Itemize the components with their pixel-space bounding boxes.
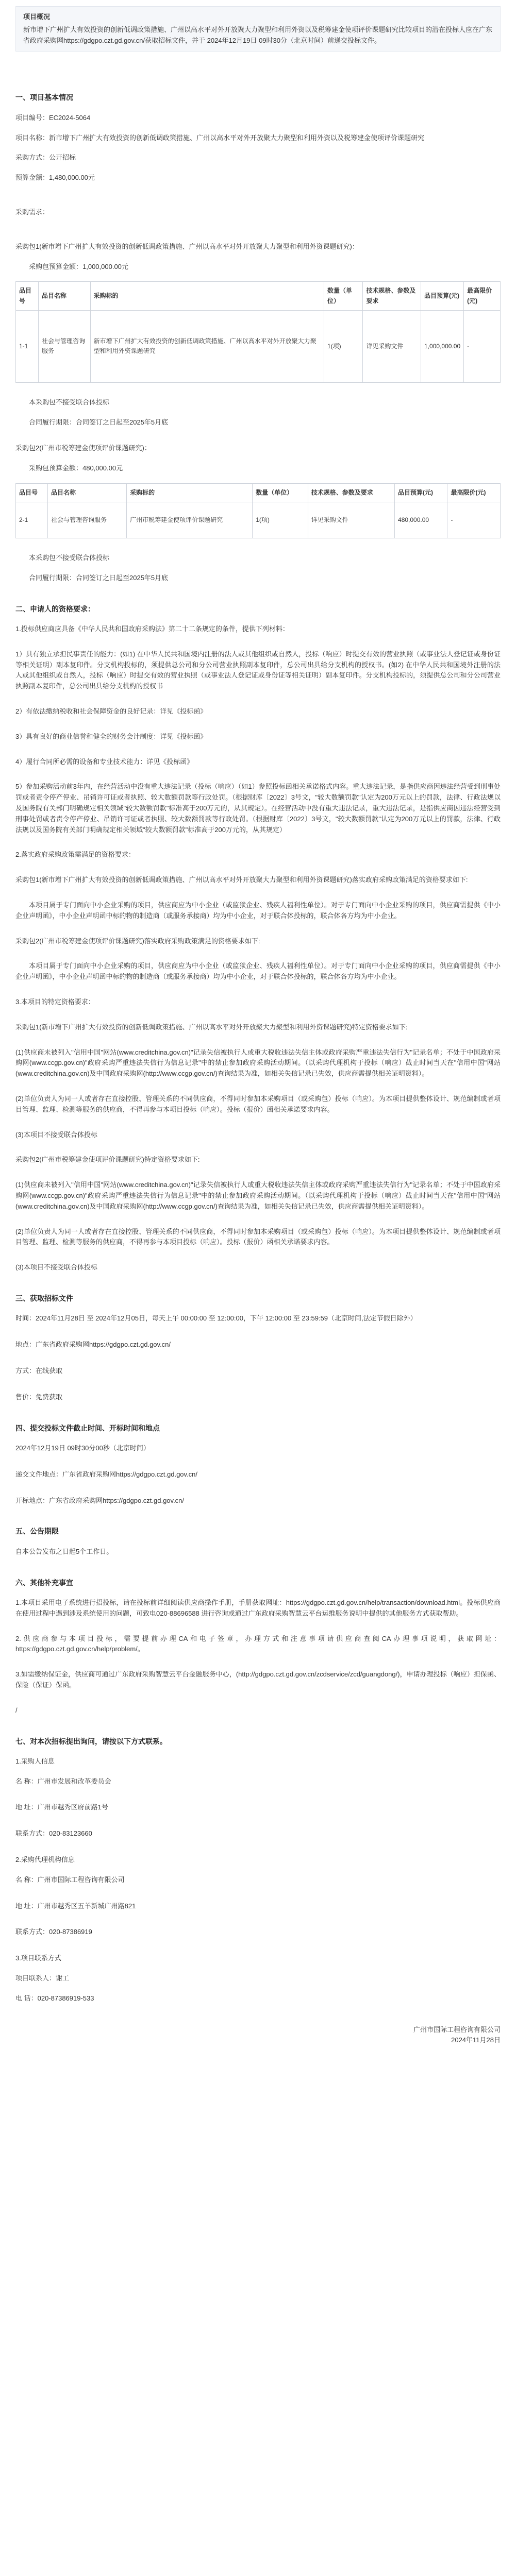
document-time: 时间：2024年11月28日 至 2024年12月05日，每天上午 00:00:00 至 12:00:00，下午 12:00:00 至 23:59:59（北京时间,法定节假日除外） (15, 1314, 417, 1323)
supplement-paragraph: 1.本项目采用电子系统进行招投标，请在投标前详细阅读供应商操作手册，手册获取网址：https://gdgpo.czt.gd.gov.cn/help/transaction/download.html。投标供应商在使用过程中遇到涉及系统使用的问题，可致电020-88696588 进行咨询或通过广东政府采购智慧云平台运维服务说明中提供的其他服务方式获取帮助。 (15, 1598, 501, 1617)
table-header: 品目预算(元) (421, 282, 464, 310)
table-cell: 480,000.00 (395, 502, 447, 538)
table-header: 数量（单位） (253, 483, 308, 502)
section-5-heading: 五、公告期限 (15, 1527, 59, 1536)
table-header-row (16, 282, 501, 310)
table-cell: 社会与管理咨询服务 (48, 502, 127, 538)
summary-title: 项目概况 (23, 13, 51, 21)
qualification-paragraph: 1）具有独立承担民事责任的能力：(如1) 在中华人民共和国境内注册的法人或其他组织或自然人，投标（响应）时提交有效的营业执照（或事业法人登记证或身份证等相关证明）副本复印件。分支机构投标的，须提供总公司和分公司营业执照副本复印件，总公司出具给分支机构的授权书。(如2) 在中华人民共和国境外注册的法人或其他组织或自然人，投标（响应）时提交有效的营业执照（或事业法人登记证或身份证等相关证明）副本复印件。分支机构投标的，须提供总公司和分公司营业执照副本复印件，总公司出具给分支机构的授权书 (15, 650, 501, 690)
table-cell: 1(项) (324, 310, 362, 382)
qualification-paragraph: 4）履行合同所必需的设备和专业技术能力：详见《投标函》 (15, 757, 194, 766)
agent-address: 地 址：广州市越秀区五羊新城广州路821 (15, 1902, 136, 1910)
buyer-title: 1.采购人信息 (15, 1757, 55, 1765)
qualification-paragraph: 本项目属于专门面向中小企业采购的项目，供应商应为中小企业（或监狱企业、残疾人福利性单位）。对于专门面向中小企业采购的项目，供应商需提供《中小企业声明函》，中小企业声明函中标的物的制造商（或服务承接商）均为中小企业，对于联合体投标的，联合体各方均为中小企业。 (15, 901, 501, 920)
table-header: 最高限价(元) (447, 483, 501, 502)
budget-amount: 预算金额：1,480,000.00元 (15, 174, 95, 182)
qualification-paragraph: (1)供应商未被列入"信用中国"网站(www.creditchina.gov.cn)"记录失信被执行人或重大税收违法失信主体或政府采购严重违法失信行为"记录名单；不处于中国政府采购网(www.ccgp.gov.cn)"政府采购严重违法失信行为信息记录"中的禁止参加政府采购活动期间。（以采购代理机构于投标（响应）截止时间当天在"信用中国"网站(www.creditchina.gov.cn)及中国政府采购网(http://www.ccgp.gov.cn/)查询结果为准，如相关失信记录已失效，供应商需提供相关证明资料）。 (15, 1048, 501, 1078)
qualification-paragraph: 3.本项目的特定资格要求： (15, 998, 95, 1006)
table-cell: 社会与管理咨询服务 (38, 310, 90, 382)
qualification-paragraph: 本项目属于专门面向中小企业采购的项目，供应商应为中小企业（或监狱企业、残疾人福利性单位）。对于专门面向中小企业采购的项目，供应商需提供《中小企业声明函》，中小企业声明函中标的物的制造商（或服务承接商）均为中小企业，对于联合体投标的，联合体各方均为中小企业。 (15, 962, 501, 981)
agent-name: 名 称：广州市国际工程咨询有限公司 (15, 1875, 125, 1884)
qualification-paragraph: (2)单位负责人为同一人或者存在直接控股、管理关系的不同供应商，不得同时参加本采购项目（或采购包）投标（响应）。为本项目提供整体设计、规范编制或者项目管理、监理、检测等服务的供应商，不得再参与本项目投标（响应）。投标（报价）函相关承诺要求内容。 (15, 1227, 501, 1246)
table-cell: 2-1 (16, 502, 48, 538)
open-place: 开标地点：广东省政府采购网https://gdgpo.czt.gd.gov.cn/ (15, 1496, 185, 1504)
package-1-contract-term: 合同履行期限：合同签订之日起至2025年5月底 (29, 418, 169, 426)
qualification-paragraph: 采购包2(广州市税筹建金使项评价课题研究)落实政府采购政策满足的资格要求如下: (15, 937, 260, 945)
table-cell: - (447, 502, 501, 538)
package-2-table (15, 483, 501, 538)
table-header: 品目名称 (48, 483, 127, 502)
buyer-address: 地 址：广州市越秀区府前路1号 (15, 1803, 108, 1811)
section-4-heading: 四、提交投标文件截止时间、开标时间和地点 (15, 1423, 160, 1432)
package-2-title: 采购包2(广州市税筹建金使项评价课题研究)： (15, 444, 151, 452)
project-number: 项目编号：EC2024-5064 (15, 113, 91, 122)
supplement-paragraph: 2.供应商参与本项目投标，需要提前办理CA和电子签章，办理方式和注意事项请供应商查阅CA办理事项说明，获取网址：https://gdgpo.czt.gd.gov.cn/help/problem/。 (15, 1634, 501, 1653)
summary-text: 新市增下广州扩大有效投资的创新低调政策措施、广州以高水平对外开放聚大力聚型和利用外资以及税筹建金使项评价课题研究比较项目的潜在投标人应在广东省政府采购网https://gdgpo.czt.gd.gov.cn/获取招标文件，并于 2024年12月19日 09时30分（北京时间）前递交投标文件。 (23, 25, 493, 44)
qualification-paragraph: 采购包1(新市增下广州扩大有效投资的创新低调政策措施、广州以高水平对外开放聚大力聚型和利用外资课题研究)特定资格要求如下: (15, 1023, 408, 1031)
package-2-contract-term: 合同履行期限：合同签订之日起至2025年5月底 (29, 573, 169, 582)
table-row (16, 310, 501, 382)
signature-block (15, 2025, 501, 2046)
package-2-budget: 采购包预算金额：480,000.00元 (29, 464, 123, 472)
qualification-paragraph: 3）具有良好的商业信誉和健全的财务会计制度：详见《投标函》 (15, 732, 207, 740)
table-row (16, 502, 501, 538)
table-cell: 1-1 (16, 310, 39, 382)
section-6-heading: 六、其他补充事宜 (15, 1578, 73, 1587)
table-cell: 详见采购文件 (308, 502, 394, 538)
table-header-row (16, 483, 501, 502)
buyer-phone: 联系方式：020-83123660 (15, 1829, 92, 1838)
buyer-name: 名 称：广州市发展和改革委员会 (15, 1777, 111, 1785)
section-1-heading: 一、项目基本情况 (15, 93, 73, 102)
bid-deadline: 2024年12月19日 09时30分00秒（北京时间） (15, 1444, 150, 1452)
signature-org: 广州市国际工程咨询有限公司 (413, 2025, 501, 2033)
qualification-paragraph: (3)本项目不接受联合体投标 (15, 1263, 97, 1272)
document-price: 售价：免费获取 (15, 1393, 63, 1401)
section-2-heading: 二、申请人的资格要求： (15, 604, 95, 613)
contact-phone: 电 话：020-87386919-533 (15, 1994, 94, 2002)
table-header: 采购标的 (127, 483, 253, 502)
qualification-paragraph: 采购包1(新市增下广州扩大有效投资的创新低调政策措施、广州以高水平对外开放聚大力聚型和利用外资课题研究)落实政府采购政策满足的资格要求如下: (15, 876, 468, 884)
qualification-paragraph: (3)本项目不接受联合体投标 (15, 1130, 97, 1139)
document-way: 方式：在线获取 (15, 1366, 63, 1375)
agent-title: 2.采购代理机构信息 (15, 1856, 75, 1864)
qualification-paragraph: (2)单位负责人为同一人或者存在直接控股、管理关系的不同供应商，不得同时参加本采购项目（或采购包）投标（响应）。为本项目提供整体设计、规范编制或者项目管理、监理、检测等服务的供应商，不得再参与本项目投标（响应）。投标（报价）函相关承诺要求内容。 (15, 1095, 501, 1113)
table-header: 技术规格、参数及要求 (363, 282, 421, 310)
table-header: 采购标的 (90, 282, 324, 310)
qualification-paragraph: 2.落实政府采购政策需满足的资格要求： (15, 851, 135, 859)
section-7-heading: 七、对本次招标提出询问，请按以下方式联系。 (15, 1737, 167, 1745)
table-header: 品目号 (16, 282, 39, 310)
supplement-paragraph: / (15, 1706, 18, 1714)
project-summary-box (15, 6, 501, 52)
package-2-no-consortium: 本采购包不接受联合体投标 (29, 554, 110, 562)
package-1-no-consortium: 本采购包不接受联合体投标 (29, 398, 110, 406)
table-cell: 1,000,000.00 (421, 310, 464, 382)
qualification-paragraph: (1)供应商未被列入"信用中国"网站(www.creditchina.gov.cn)"记录失信被执行人或重大税收违法失信主体或政府采购严重违法失信行为"记录名单；不处于中国政府采购网(www.ccgp.gov.cn)"政府采购严重违法失信行为信息记录"中的禁止参加政府采购活动期间。（以采购代理机构于投标（响应）截止时间当天在"信用中国"网站(www.creditchina.gov.cn)及中国政府采购网(http://www.ccgp.gov.cn/)查询结果为准，如相关失信记录已失效，供应商需提供相关证明资料）。 (15, 1181, 501, 1210)
table-cell: 新市增下广州扩大有效投资的创新低调政策措施、广州以高水平对外开放聚大力聚型和利用外资课题研究 (90, 310, 324, 382)
package-1-table (15, 281, 501, 382)
submit-place: 递交文件地点：广东省政府采购网https://gdgpo.czt.gd.gov.cn/ (15, 1470, 198, 1478)
requirement-label: 采购需求： (15, 208, 49, 216)
project-name: 项目名称：新市增下广州扩大有效投资的创新低调政策措施、广州以高水平对外开放聚大力聚型和利用外资以及税筹建金使项评价课题研究 (15, 133, 425, 142)
table-header: 品目名称 (38, 282, 90, 310)
document-place: 地点：广东省政府采购网https://gdgpo.czt.gd.gov.cn/ (15, 1341, 171, 1349)
qualification-paragraph: 2）有依法缴纳税收和社会保障资金的良好记录：详见《投标函》 (15, 707, 207, 716)
table-cell: 详见采购文件 (363, 310, 421, 382)
signature-date: 2024年11月28日 (451, 2036, 501, 2044)
contact-title: 3.项目联系方式 (15, 1954, 61, 1962)
table-header: 品目预算(元) (395, 483, 447, 502)
announcement-page (15, 0, 501, 2046)
agent-phone: 联系方式：020-87386919 (15, 1928, 92, 1936)
table-header: 技术规格、参数及要求 (308, 483, 394, 502)
table-cell: 广州市税筹建金使项评价课题研究 (127, 502, 253, 538)
supplement-paragraph: 3.如需缴纳保证金，供应商可通过广东政府采购智慧云平台金融服务中心，(http://gdgpo.czt.gd.gov.cn/zcdservice/zcd/guangdong/)，申请办理投标（响应）担保函、保险（保证）保函。 (15, 1670, 501, 1689)
table-header: 品目号 (16, 483, 48, 502)
qualification-paragraph: 1.投标供应商应具备《中华人民共和国政府采购法》第二十二条规定的条件，提供下列材料： (15, 625, 289, 633)
qualification-paragraph: 5）参加采购活动前3年内，在经营活动中没有重大违法记录（投标（响应）（如1）参照投标函相关承诺格式内容。重大违法记录，是指供应商因违法经营受到刑事处罚或者责令停产停业、吊销许可证或者执照、较大数额罚款等行政处罚。（根据财库〔2022〕3号文，"较大数额罚款"认定为200万元以上的罚款，法律、行政法规以及国务院有关部门明确规定相关领域"较大数额罚款"标准高于200万元的，从其规定）。在经营活动中没有重大违法记录，重大违法记录，是指供应商因违法经营受到刑事处罚或者责令停产停业、吊销许可证或者执照、较大数额罚款等行政处罚。（根据财库〔2022〕3号文，"较大数额罚款"认定为200万元以上的罚款，法律、行政法规以及国务院有关部门明确规定相关领域"较大数额罚款"标准高于200万元的，从其规定） (15, 783, 501, 834)
table-cell: - (464, 310, 501, 382)
qualification-paragraph: 采购包2(广州市税筹建金使项评价课题研究)特定资格要求如下: (15, 1156, 200, 1164)
table-header: 数量（单位） (324, 282, 362, 310)
contact-name: 项目联系人：谢工 (15, 1974, 70, 1982)
table-header: 最高限价(元) (464, 282, 501, 310)
procurement-method: 采购方式：公开招标 (15, 154, 76, 162)
table-cell: 1(项) (253, 502, 308, 538)
notice-period: 自本公告发布之日起5个工作日。 (15, 1547, 113, 1555)
package-1-title: 采购包1(新市增下广州扩大有效投资的创新低调政策措施、广州以高水平对外开放聚大力聚型和利用外资课题研究)： (15, 242, 359, 250)
section-3-heading: 三、获取招标文件 (15, 1294, 73, 1302)
package-1-budget: 采购包预算金额：1,000,000.00元 (29, 262, 128, 270)
